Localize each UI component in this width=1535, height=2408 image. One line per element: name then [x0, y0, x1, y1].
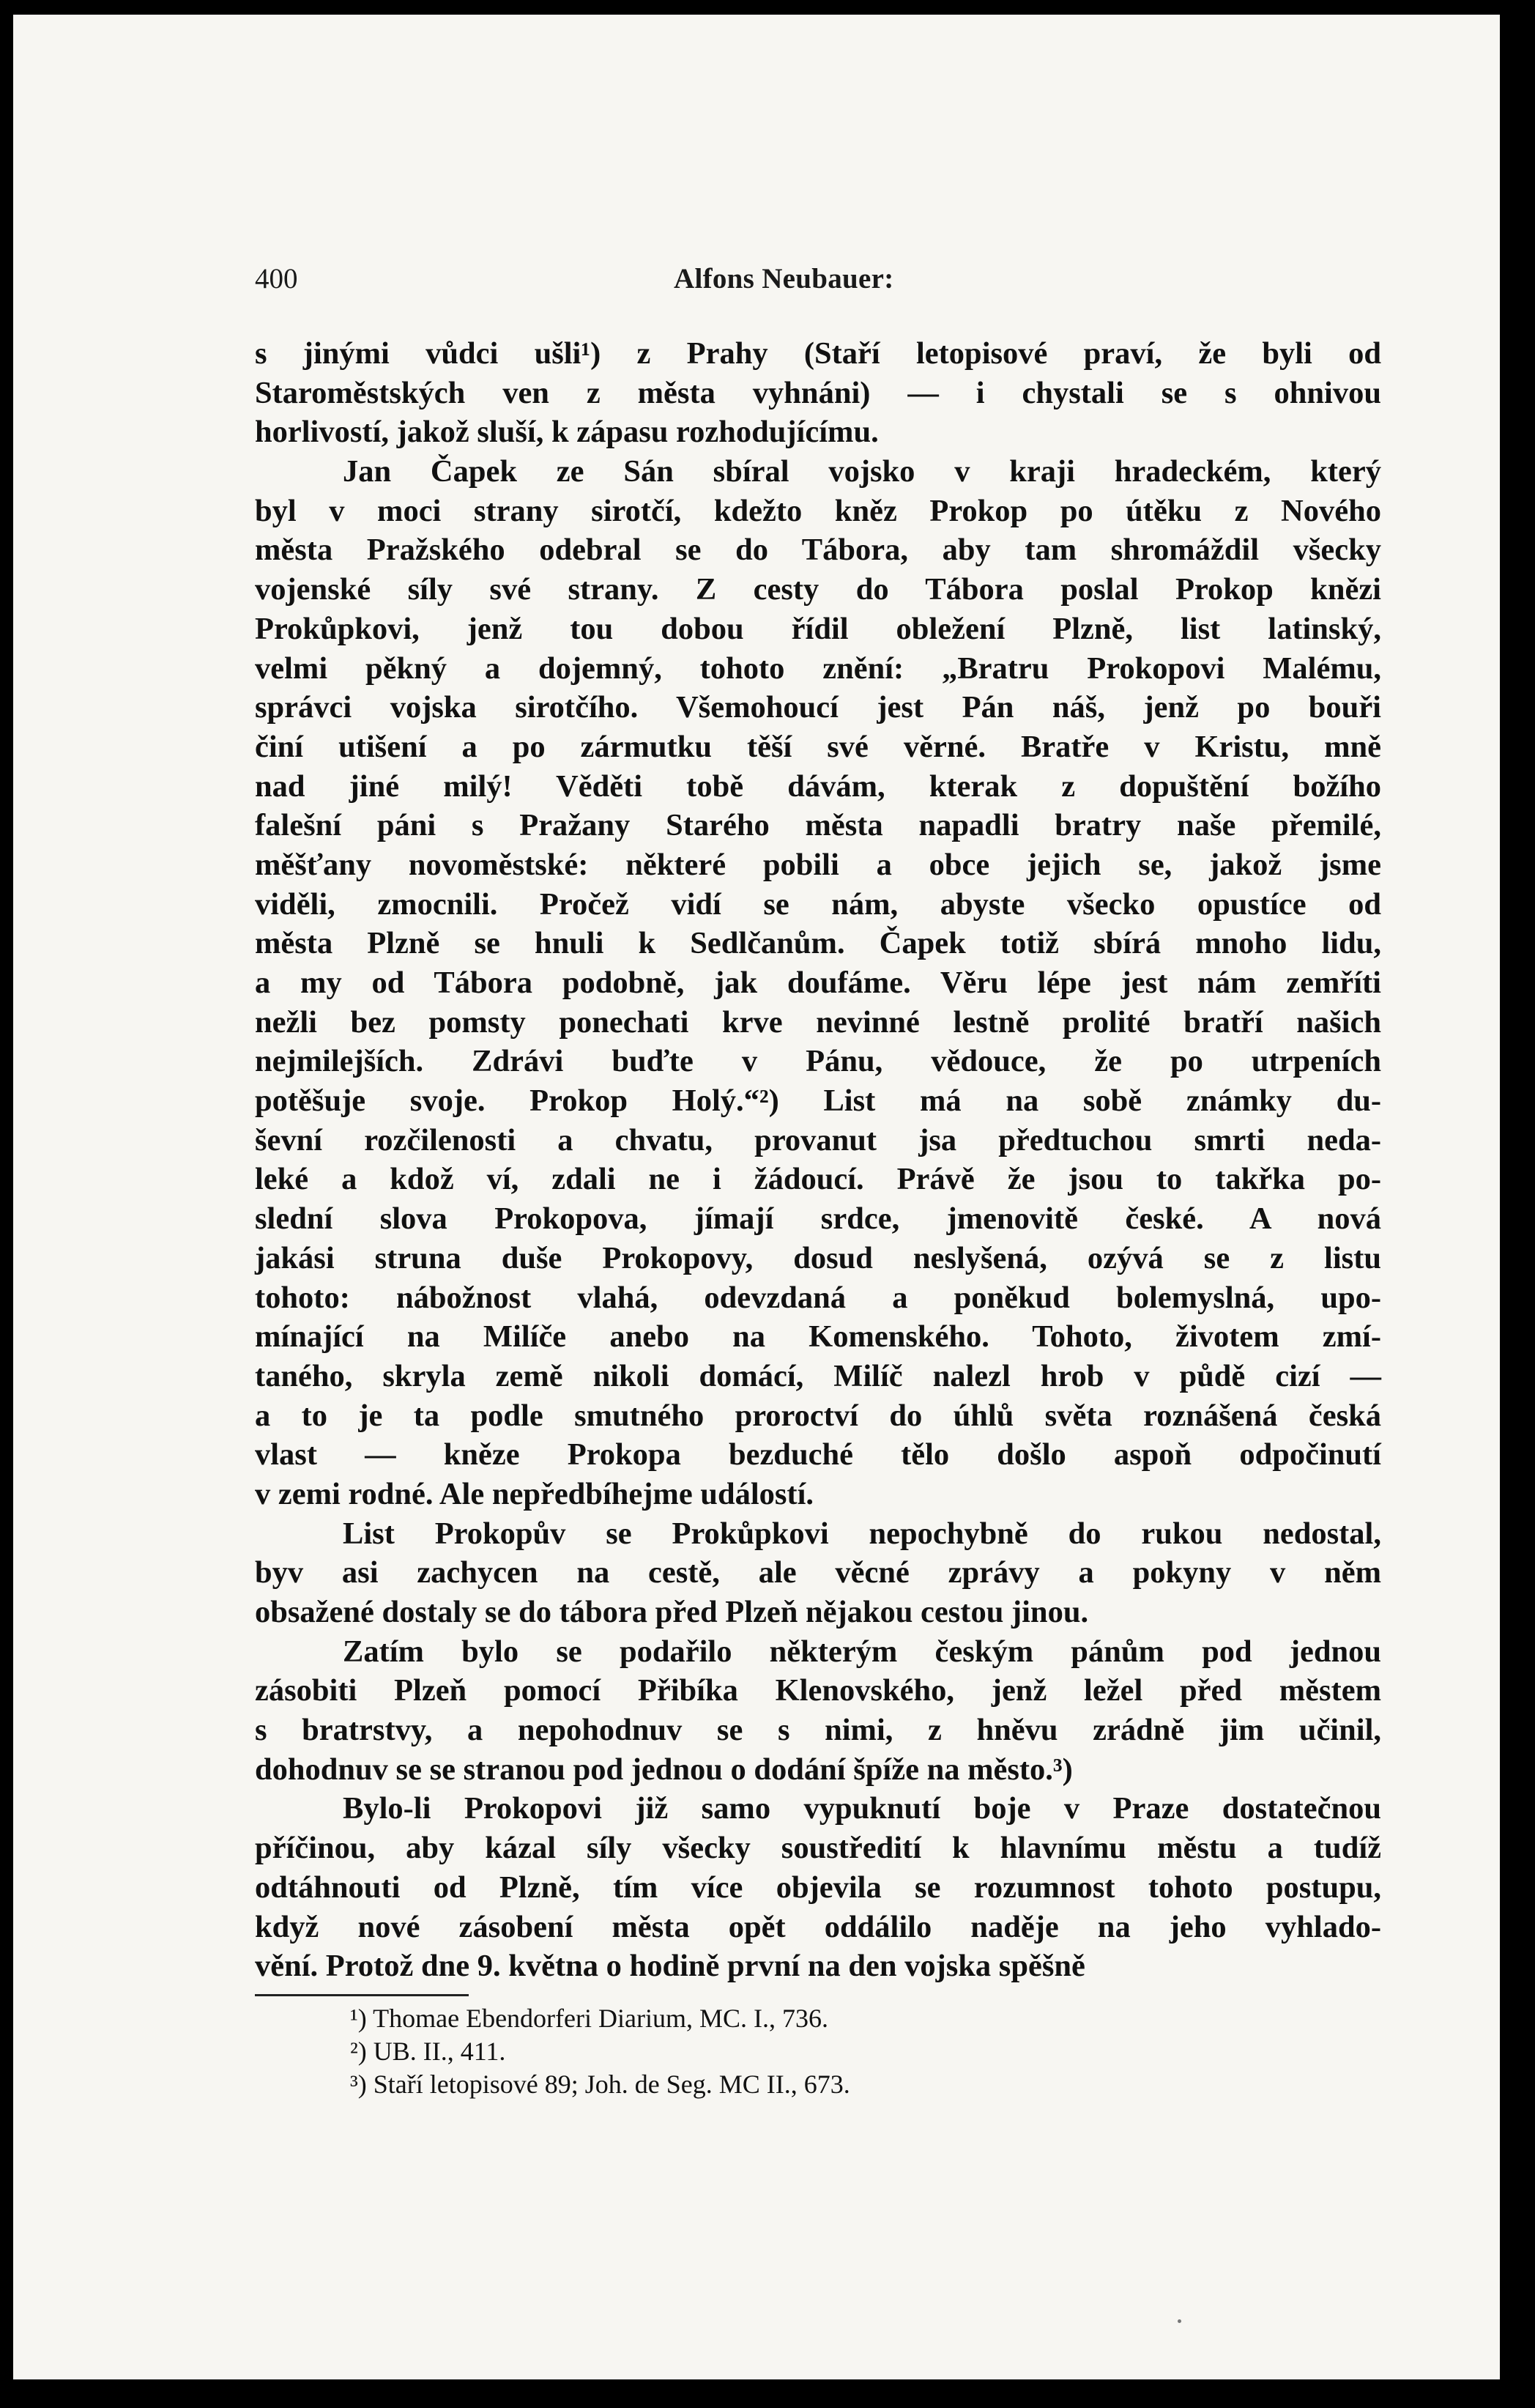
text-line: s jinými vůdci ušli¹) z Prahy (Staří letopisové praví, že byli od — [255, 336, 1381, 371]
text-line: příčinou, aby kázal síly všecky soustředití k hlavnímu městu a tudíž — [255, 1831, 1381, 1866]
text-line: taného, skryla země nikoli domácí, Milíč nalezl hrob v půdě cizí — — [255, 1358, 1381, 1393]
text-line: dohodnuv se se stranou pod jednou o dodání špíže na město.³) — [255, 1752, 1073, 1787]
text-line: mínající na Milíče anebo na Komenského. Tohoto, životem zmí- — [255, 1319, 1381, 1355]
text-line: slední slova Prokopova, jímají srdce, jmenovitě české. A nová — [255, 1201, 1381, 1237]
text-line: vění. Protož dne 9. května o hodině první na den vojska spěšně — [255, 1949, 1085, 1984]
text-line: horlivostí, jakož sluší, k zápasu rozhodujícímu. — [255, 415, 879, 450]
text-line: Prokůpkovi, jenž tou dobou řídil obležení Plzně, list latinský, — [255, 611, 1381, 646]
text-line: města Pražského odebral se do Tábora, aby tam shromáždil všecky — [255, 533, 1381, 568]
footnotes — [350, 2002, 1375, 2101]
text-line: odtáhnouti od Plzně, tím více objevila se rozumnost tohoto postupu, — [255, 1870, 1381, 1905]
margin-speck — [1178, 2319, 1181, 2323]
footnote: ²) UB. II., 411. — [350, 2037, 506, 2066]
text-line: Jan Čapek ze Sán sbíral vojsko v kraji hradeckém, který — [343, 454, 1381, 489]
text-line: města Plzně se hnuli k Sedlčanům. Čapek totiž sbírá mnoho lidu, — [255, 926, 1381, 961]
body-text — [255, 334, 1381, 1986]
text-line: když nové zásobení města opět oddálilo naděje na jeho vyhlado- — [255, 1909, 1381, 1944]
text-line: jakási struna duše Prokopovy, dosud neslyšená, ozývá se z listu — [255, 1240, 1381, 1275]
running-head: Alfons Neubauer: — [674, 263, 894, 294]
footnote-divider — [255, 1994, 469, 1996]
text-line: ševní rozčilenosti a chvatu, provanut jsa předtuchou smrti neda- — [255, 1122, 1381, 1157]
text-line: obsažené dostaly se do tábora před Plzeň nějakou cestou jinou. — [255, 1595, 1089, 1629]
text-line: tohoto: nábožnost vlahá, odevzdaná a poněkud bolemyslná, upo- — [255, 1280, 1381, 1315]
text-line: byv asi zachycen na cestě, ale věcné zprávy a pokyny v něm — [255, 1555, 1381, 1590]
text-line: správci vojska sirotčího. Všemohoucí jest Pán náš, jenž po bouři — [255, 690, 1381, 725]
text-line: falešní páni s Pražany Starého města napadli bratry naše přemilé, — [255, 808, 1381, 843]
text-line: Bylo-li Prokopovi již samo vypuknutí boje v Praze dostatečnou — [343, 1791, 1381, 1826]
text-line: měšťany novoměstské: některé pobili a obce jejich se, jakož jsme — [255, 847, 1381, 882]
footnote: ³) Staří letopisové 89; Joh. de Seg. MC II., 673. — [350, 2070, 850, 2099]
text-line: Zatím bylo se podařilo některým českým pánům pod jednou — [343, 1634, 1381, 1669]
footnote: ¹) Thomae Ebendorferi Diarium, MC. I., 736. — [350, 2004, 828, 2033]
text-line: Staroměstských ven z města vyhnáni) — i chystali se s ohnivou — [255, 375, 1381, 410]
text-line: nad jiné milý! Věděti tobě dávám, kterak z dopuštění božího — [255, 768, 1381, 804]
text-line: leké a kdož ví, zdali ne i žádoucí. Právě že jsou to takřka po- — [255, 1162, 1381, 1197]
page-number: 400 — [255, 263, 298, 294]
text-line: vlast — kněze Prokopa bezduché tělo došlo aspoň odpočinutí — [255, 1437, 1381, 1472]
text-line: byl v moci strany sirotčí, kdežto kněz Prokop po útěku z Nového — [255, 493, 1381, 528]
text-line: s bratrstvy, a nepohodnuv se s nimi, z hněvu zrádně jim učinil, — [255, 1713, 1381, 1748]
text-line: potěšuje svoje. Prokop Holý.“²) List má na sobě známky du- — [255, 1083, 1381, 1119]
text-line: a to je ta podle smutného proroctví do úhlů světa roznášená česká — [255, 1398, 1381, 1433]
text-line: List Prokopův se Prokůpkovi nepochybně do rukou nedostal, — [343, 1516, 1381, 1551]
text-line: vojenské síly své strany. Z cesty do Tábora poslal Prokop knězi — [255, 572, 1381, 607]
book-page — [13, 15, 1500, 2379]
text-line: činí utišení a po zármutku těší své věrné. Bratře v Kristu, mně — [255, 729, 1381, 764]
text-line: nejmilejších. Zdrávi buďte v Pánu, vědouce, že po utrpeních — [255, 1044, 1381, 1079]
text-line: velmi pěkný a dojemný, tohoto znění: „Bratru Prokopovi Malému, — [255, 651, 1381, 686]
text-line: a my od Tábora podobně, jak doufáme. Věru lépe jest nám zemříti — [255, 966, 1381, 1000]
page-header — [255, 252, 1381, 296]
text-line: nežli bez pomsty ponechati krve nevinné lestně prolité bratří našich — [255, 1004, 1381, 1040]
text-line: viděli, zmocnili. Pročež vidí se nám, abyste všecko opustíce od — [255, 886, 1381, 922]
text-line: zásobiti Plzeň pomocí Přibíka Klenovského, jenž ležel před městem — [255, 1673, 1381, 1708]
text-line: v zemi rodné. Ale nepředbíhejme událostí. — [255, 1476, 814, 1511]
